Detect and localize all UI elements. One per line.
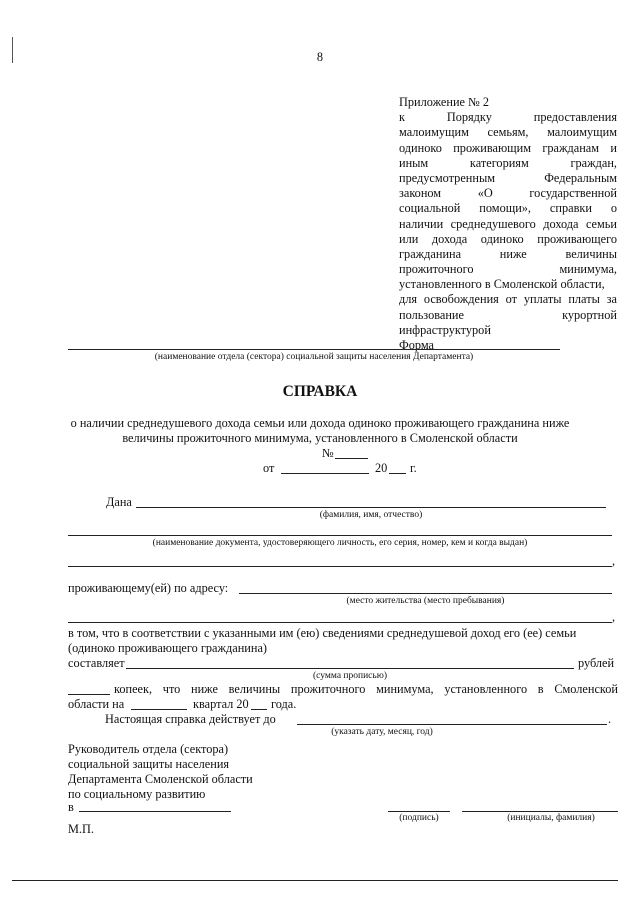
- initials-caption: (инициалы, фамилия): [507, 813, 595, 823]
- appendix-line: малоимущим семьям, малоимущим: [399, 125, 617, 140]
- signatory-block: [68, 742, 253, 802]
- signatory-line: Департамента Смоленской области: [68, 772, 253, 786]
- kopecks-text: копеек, что ниже величины прожиточного минимума, установленного в Смоленской: [114, 682, 618, 696]
- appendix-line: иным категориям граждан,: [399, 155, 617, 170]
- number-field[interactable]: [335, 458, 368, 459]
- department-name-field[interactable]: [79, 811, 231, 812]
- in-label: в: [68, 800, 74, 814]
- address-label: проживающему(ей) по адресу:: [68, 581, 229, 595]
- address-field[interactable]: [239, 593, 612, 594]
- appendix-line: наличии среднедушевого дохода семьи: [399, 216, 617, 231]
- id-document-field-2[interactable]: [68, 566, 612, 567]
- id-document-caption: (наименование документа, удостоверяющего личность, его серия, номер, кем и когда выдан): [152, 538, 528, 548]
- fio-caption: (фамилия, имя, отчество): [319, 510, 423, 520]
- body-line-1: в том, что в соответствии с указанными им (ею) сведениями среднедушевой доход его (ее) семьи: [68, 626, 577, 640]
- address-field-2[interactable]: [68, 622, 612, 623]
- amount-label: составляет: [68, 656, 125, 670]
- document-title: СПРАВКА: [282, 383, 358, 400]
- amount-field[interactable]: [126, 668, 574, 669]
- signatory-line: социальной защиты населения: [68, 757, 230, 771]
- body-line-2: (одиноко проживающего гражданина): [68, 641, 268, 655]
- kopecks-field[interactable]: [68, 694, 110, 695]
- comma-2: ,: [612, 610, 616, 624]
- date-year-suffix: г.: [410, 461, 417, 475]
- given-label: Дана: [106, 495, 132, 509]
- valid-label: Настоящая справка действует до: [105, 712, 276, 726]
- subtitle-line-2: величины прожиточного минимума, установленного в Смоленской области: [122, 431, 518, 445]
- signature-caption: (подпись): [399, 813, 439, 823]
- appendix-line: инфраструктурой: [399, 322, 491, 337]
- quarter-year-field[interactable]: [251, 709, 267, 710]
- date-year-field[interactable]: [389, 473, 406, 474]
- appendix-line: одиноко проживающим гражданам и: [399, 140, 617, 155]
- appendix-line: или дохода одиноко проживающего: [399, 231, 617, 246]
- appendix-line: для освобождения от уплаты платы за: [399, 292, 617, 307]
- initials-field[interactable]: [462, 811, 618, 812]
- department-caption: (наименование отдела (сектора) социальной защиты населения Департамента): [154, 352, 474, 362]
- appendix-line: установленного в Смоленской области,: [399, 277, 605, 292]
- date-from-label: от: [263, 461, 275, 475]
- appendix-line: гражданина ниже величины: [399, 246, 617, 261]
- amount-caption: (сумма прописью): [313, 671, 387, 681]
- date-field[interactable]: [281, 473, 369, 474]
- appendix-line: предусмотренным Федеральным: [399, 170, 617, 185]
- fio-field[interactable]: [136, 507, 606, 508]
- appendix-line: Приложение № 2: [399, 95, 490, 109]
- page-number: 8: [316, 50, 324, 64]
- signature-field[interactable]: [388, 811, 450, 812]
- appendix-line: социальной помощи», справки о: [399, 201, 617, 216]
- appendix-line: к Порядку предоставления: [399, 110, 617, 125]
- appendix-line: Форма: [399, 338, 434, 352]
- number-label: №: [322, 446, 334, 460]
- quarter-text: квартал 20: [193, 697, 249, 711]
- rubles-label: рублей: [578, 656, 615, 670]
- valid-caption: (указать дату, месяц, год): [331, 727, 433, 737]
- quarter-field[interactable]: [131, 709, 187, 710]
- period-dot: .: [608, 712, 612, 726]
- date-year-prefix: 20: [375, 461, 388, 475]
- appendix-block: [399, 95, 617, 353]
- address-caption: (место жительства (место пребывания): [346, 596, 505, 606]
- valid-until-field[interactable]: [297, 724, 607, 725]
- bottom-rule: [12, 880, 618, 881]
- signatory-line: по социальному развитию: [68, 787, 206, 801]
- region-prefix: области на: [68, 697, 125, 711]
- subtitle-line-1: о наличии среднедушевого дохода семьи или дохода одиноко проживающего гражданина ниже: [70, 416, 570, 430]
- appendix-line: прожиточного минимума,: [399, 262, 617, 277]
- id-document-field[interactable]: [68, 535, 612, 536]
- comma-1: ,: [612, 554, 616, 568]
- department-line: [68, 349, 560, 350]
- seal-label: М.П.: [68, 822, 94, 836]
- signatory-line: Руководитель отдела (сектора): [68, 742, 229, 756]
- appendix-line: законом «О государственной: [399, 186, 617, 201]
- appendix-line: пользование курортной: [399, 307, 617, 322]
- year-suffix: года.: [271, 697, 297, 711]
